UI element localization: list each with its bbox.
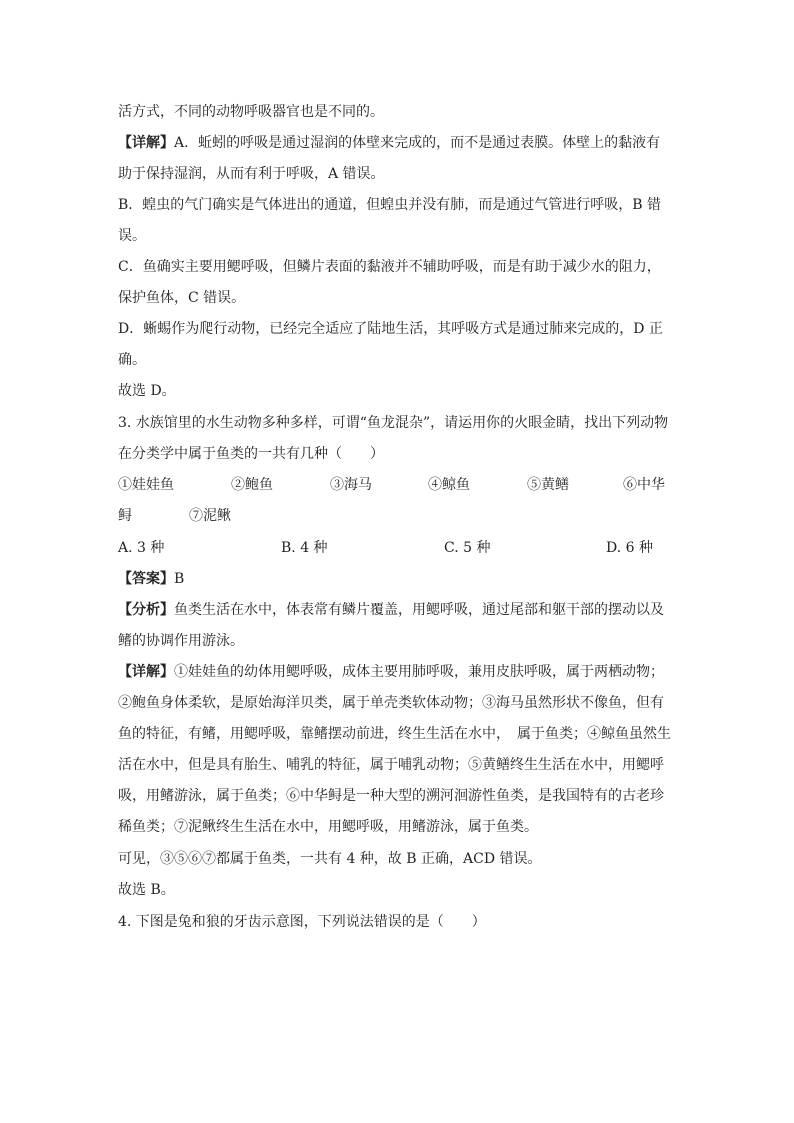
analysis-tag: 【分析】 xyxy=(118,602,174,618)
text-line: 活方式，不同的动物呼吸器官也是不同的。 xyxy=(118,104,384,120)
text-line: B．蝗虫的气门确实是气体进出的通道，但蝗虫并没有肺，而是通过气管进行呼吸，B 错 xyxy=(118,197,662,213)
detail-line: 【详解】①娃娃鱼的幼体用鳃呼吸，成体主要用肺呼吸，兼用皮肤呼吸，属于两栖动物； xyxy=(118,664,664,680)
choice-c: C. 5 种 xyxy=(444,540,491,556)
text-line: C．鱼确实主要用鳃呼吸，但鳞片表面的黏液并不辅助呼吸，而是有助于减少水的阻力， xyxy=(118,259,661,275)
answer-tag: 【答案】 xyxy=(118,571,174,587)
animal-item: 鲟 xyxy=(118,508,132,524)
detail-line: 稀鱼类；⑦泥鳅终生生活在水中，用鳃呼吸，用鳍游泳，属于鱼类。 xyxy=(118,819,538,835)
animal-item: ③海马 xyxy=(330,477,372,493)
conclusion-line: 可见，③⑤⑥⑦都属于鱼类，一共有 4 种，故 B 正确，ACD 错误。 xyxy=(118,851,542,867)
choice-a: A. 3 种 xyxy=(118,540,165,556)
animal-item: ⑦泥鳅 xyxy=(189,508,231,524)
text-line: 助于保持湿润，从而有利于呼吸，A 错误。 xyxy=(118,166,385,182)
animal-item: ⑥中华 xyxy=(623,477,665,493)
detail-tag: 【详解】 xyxy=(118,135,174,151)
analysis-line: 【分析】鱼类生活在水中，体表常有鳞片覆盖，用鳃呼吸，通过尾部和躯干部的摆动以及 xyxy=(118,602,664,618)
text-line: 确。 xyxy=(118,352,146,368)
answer-line: 【答案】B xyxy=(118,571,185,587)
animal-item: ②鲍鱼 xyxy=(231,477,273,493)
text-line: 故选 D。 xyxy=(118,383,176,399)
analysis-line: 鳍的协调作用游泳。 xyxy=(118,633,244,649)
detail-tag: 【详解】 xyxy=(118,664,174,680)
detail-line: ②鲍鱼身体柔软，是原始海洋贝类，属于单壳类软体动物；③海马虽然形状不像鱼，但有 xyxy=(118,695,664,711)
animal-item: ⑤黄鳝 xyxy=(527,477,569,493)
text-line: D．蜥蜴作为爬行动物，已经完全适应了陆地生活，其呼吸方式是通过肺来完成的，D 正 xyxy=(118,321,663,337)
question-3-stem: 在分类学中属于鱼类的一共有几种（ ） xyxy=(118,446,384,462)
text-line: 【详解】A．蚯蚓的呼吸是通过湿润的体壁来完成的，而不是通过表膜。体壁上的黏液有 xyxy=(118,135,661,151)
question-4-stem: 4. 下图是兔和狼的牙齿示意图，下列说法错误的是（ ） xyxy=(118,914,486,930)
detail-line: 活在水中，但是具有胎生、哺乳的特征，属于哺乳动物；⑤黄鳝终生生活在水中，用鳃呼 xyxy=(118,757,664,773)
detail-line: 吸，用鳍游泳，属于鱼类；⑥中华鲟是一种大型的溯河洄游性鱼类，是我国特有的古老珍 xyxy=(118,788,664,804)
question-3-stem: 3. 水族馆里的水生动物多种多样，可谓“鱼龙混杂”，请运用你的火眼金睛，找出下列动物 xyxy=(118,415,669,431)
choice-d: D. 6 种 xyxy=(606,540,653,556)
text-line: 误。 xyxy=(118,228,146,244)
text-line: 保护鱼体，C 错误。 xyxy=(118,290,246,306)
detail-line: 鱼的特征，有鳍，用鳃呼吸，靠鳍摆动前进，终生生活在水中， 属于鱼类；④鲸鱼虽然生 xyxy=(118,726,671,742)
choice-b: B. 4 种 xyxy=(281,540,328,556)
animal-item: ①娃娃鱼 xyxy=(118,477,174,493)
animal-item: ④鲸鱼 xyxy=(428,477,470,493)
final-answer-line: 故选 B。 xyxy=(118,882,175,898)
